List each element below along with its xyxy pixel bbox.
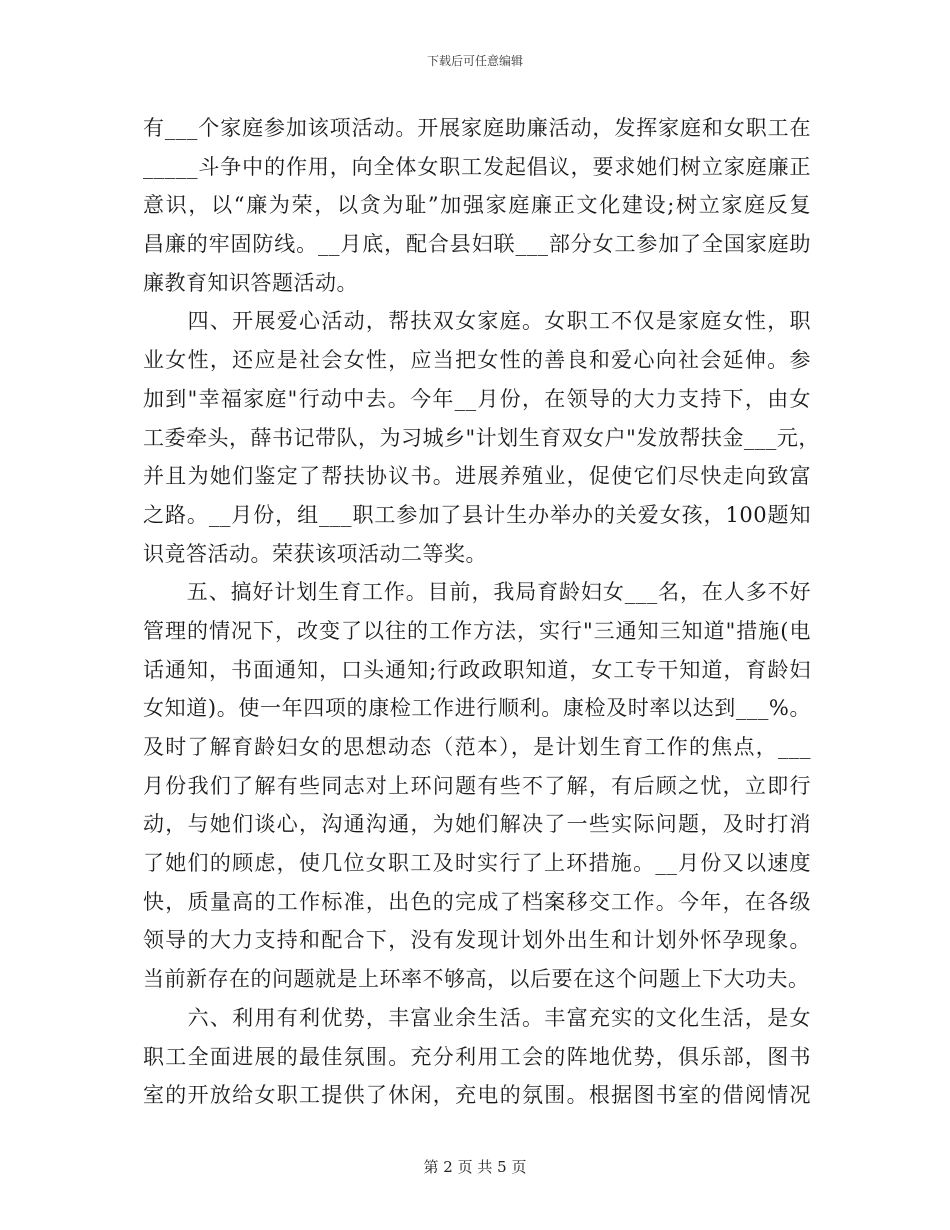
text-line: 当前新存在的问题就是上环率不够高，以后要在这个问题上下大功夫。	[143, 967, 810, 992]
text-line: 职工全面进展的最佳氛围。充分利用工会的阵地优势，俱乐部，图书	[143, 1044, 811, 1069]
text-line: 之路。__月份，组___职工参加了县计生办举办的关爱女孩，100题知	[143, 502, 811, 527]
text-line: 业女性，还应是社会女性，应当把女性的善良和爱心向社会延伸。参	[143, 348, 811, 373]
text-line: 了她们的顾虑，使几位女职工及时实行了上环措施。__月份又以速度	[143, 851, 811, 876]
text-line: 女知道)。使一年四项的康检工作进行顺利。康检及时率以达到___%。	[143, 696, 811, 721]
page-header: 下载后可任意编辑	[426, 54, 523, 68]
page-number: 第 2 页 共 5 页	[423, 1158, 527, 1176]
text-line: 六、利用有利优势，丰富业余生活。丰富充实的文化生活，是女	[143, 1005, 811, 1030]
text-line: 意识，以“廉为荣，以贪为耻”加强家庭廉正文化建设;树立家庭反复	[143, 193, 811, 218]
document-body	[143, 109, 820, 1115]
text-line: 昌廉的牢固防线。__月底，配合县妇联___部分女工参加了全国家庭助	[143, 232, 811, 257]
text-line: 四、开展爱心活动，帮扶双女家庭。女职工不仅是家庭女性，职	[143, 309, 811, 334]
text-line: 管理的情况下，改变了以往的工作方法，实行"三通知三知道"措施(电	[143, 618, 811, 643]
text-line: _____斗争中的作用，向全体女职工发起倡议，要求她们树立家庭廉正	[143, 154, 811, 179]
text-line: 工委牵头，薛书记带队，为习城乡"计划生育双女户"发放帮扶金___元，	[143, 425, 820, 450]
text-line: 识竟答活动。荣获该项活动二等奖。	[143, 541, 487, 566]
text-line: 加到"幸福家庭"行动中去。今年__月份，在领导的大力支持下，由女	[143, 386, 811, 411]
text-line: 并且为她们鉴定了帮扶协议书。进展养殖业，促使它们尽快走向致富	[143, 464, 811, 489]
text-line: 及时了解育龄妇女的思想动态（范本），是计划生育工作的焦点，___	[143, 735, 811, 759]
text-line: 快，质量高的工作标准，出色的完成了档案移交工作。今年，在各级	[143, 889, 811, 914]
text-line: 五、搞好计划生育工作。目前，我局育龄妇女___名，在人多不好	[143, 580, 811, 605]
text-line: 廉教育知识答题活动。	[143, 270, 358, 295]
text-line: 动，与她们谈心，沟通沟通，为她们解决了一些实际问题，及时打消	[143, 812, 811, 837]
text-line: 月份我们了解有些同志对上环问题有些不了解，有后顾之忧，立即行	[143, 773, 811, 798]
text-line: 话通知，书面通知，口头通知;行政政职知道，女工专干知道，育龄妇	[143, 657, 811, 682]
text-line: 领导的大力支持和配合下，没有发现计划外出生和计划外怀孕现象。	[143, 928, 811, 953]
text-line: 室的开放给女职工提供了休闲，充电的氛围。根据图书室的借阅情况	[143, 1083, 811, 1108]
text-line: 有___个家庭参加该项活动。开展家庭助廉活动，发挥家庭和女职工在	[143, 116, 811, 140]
